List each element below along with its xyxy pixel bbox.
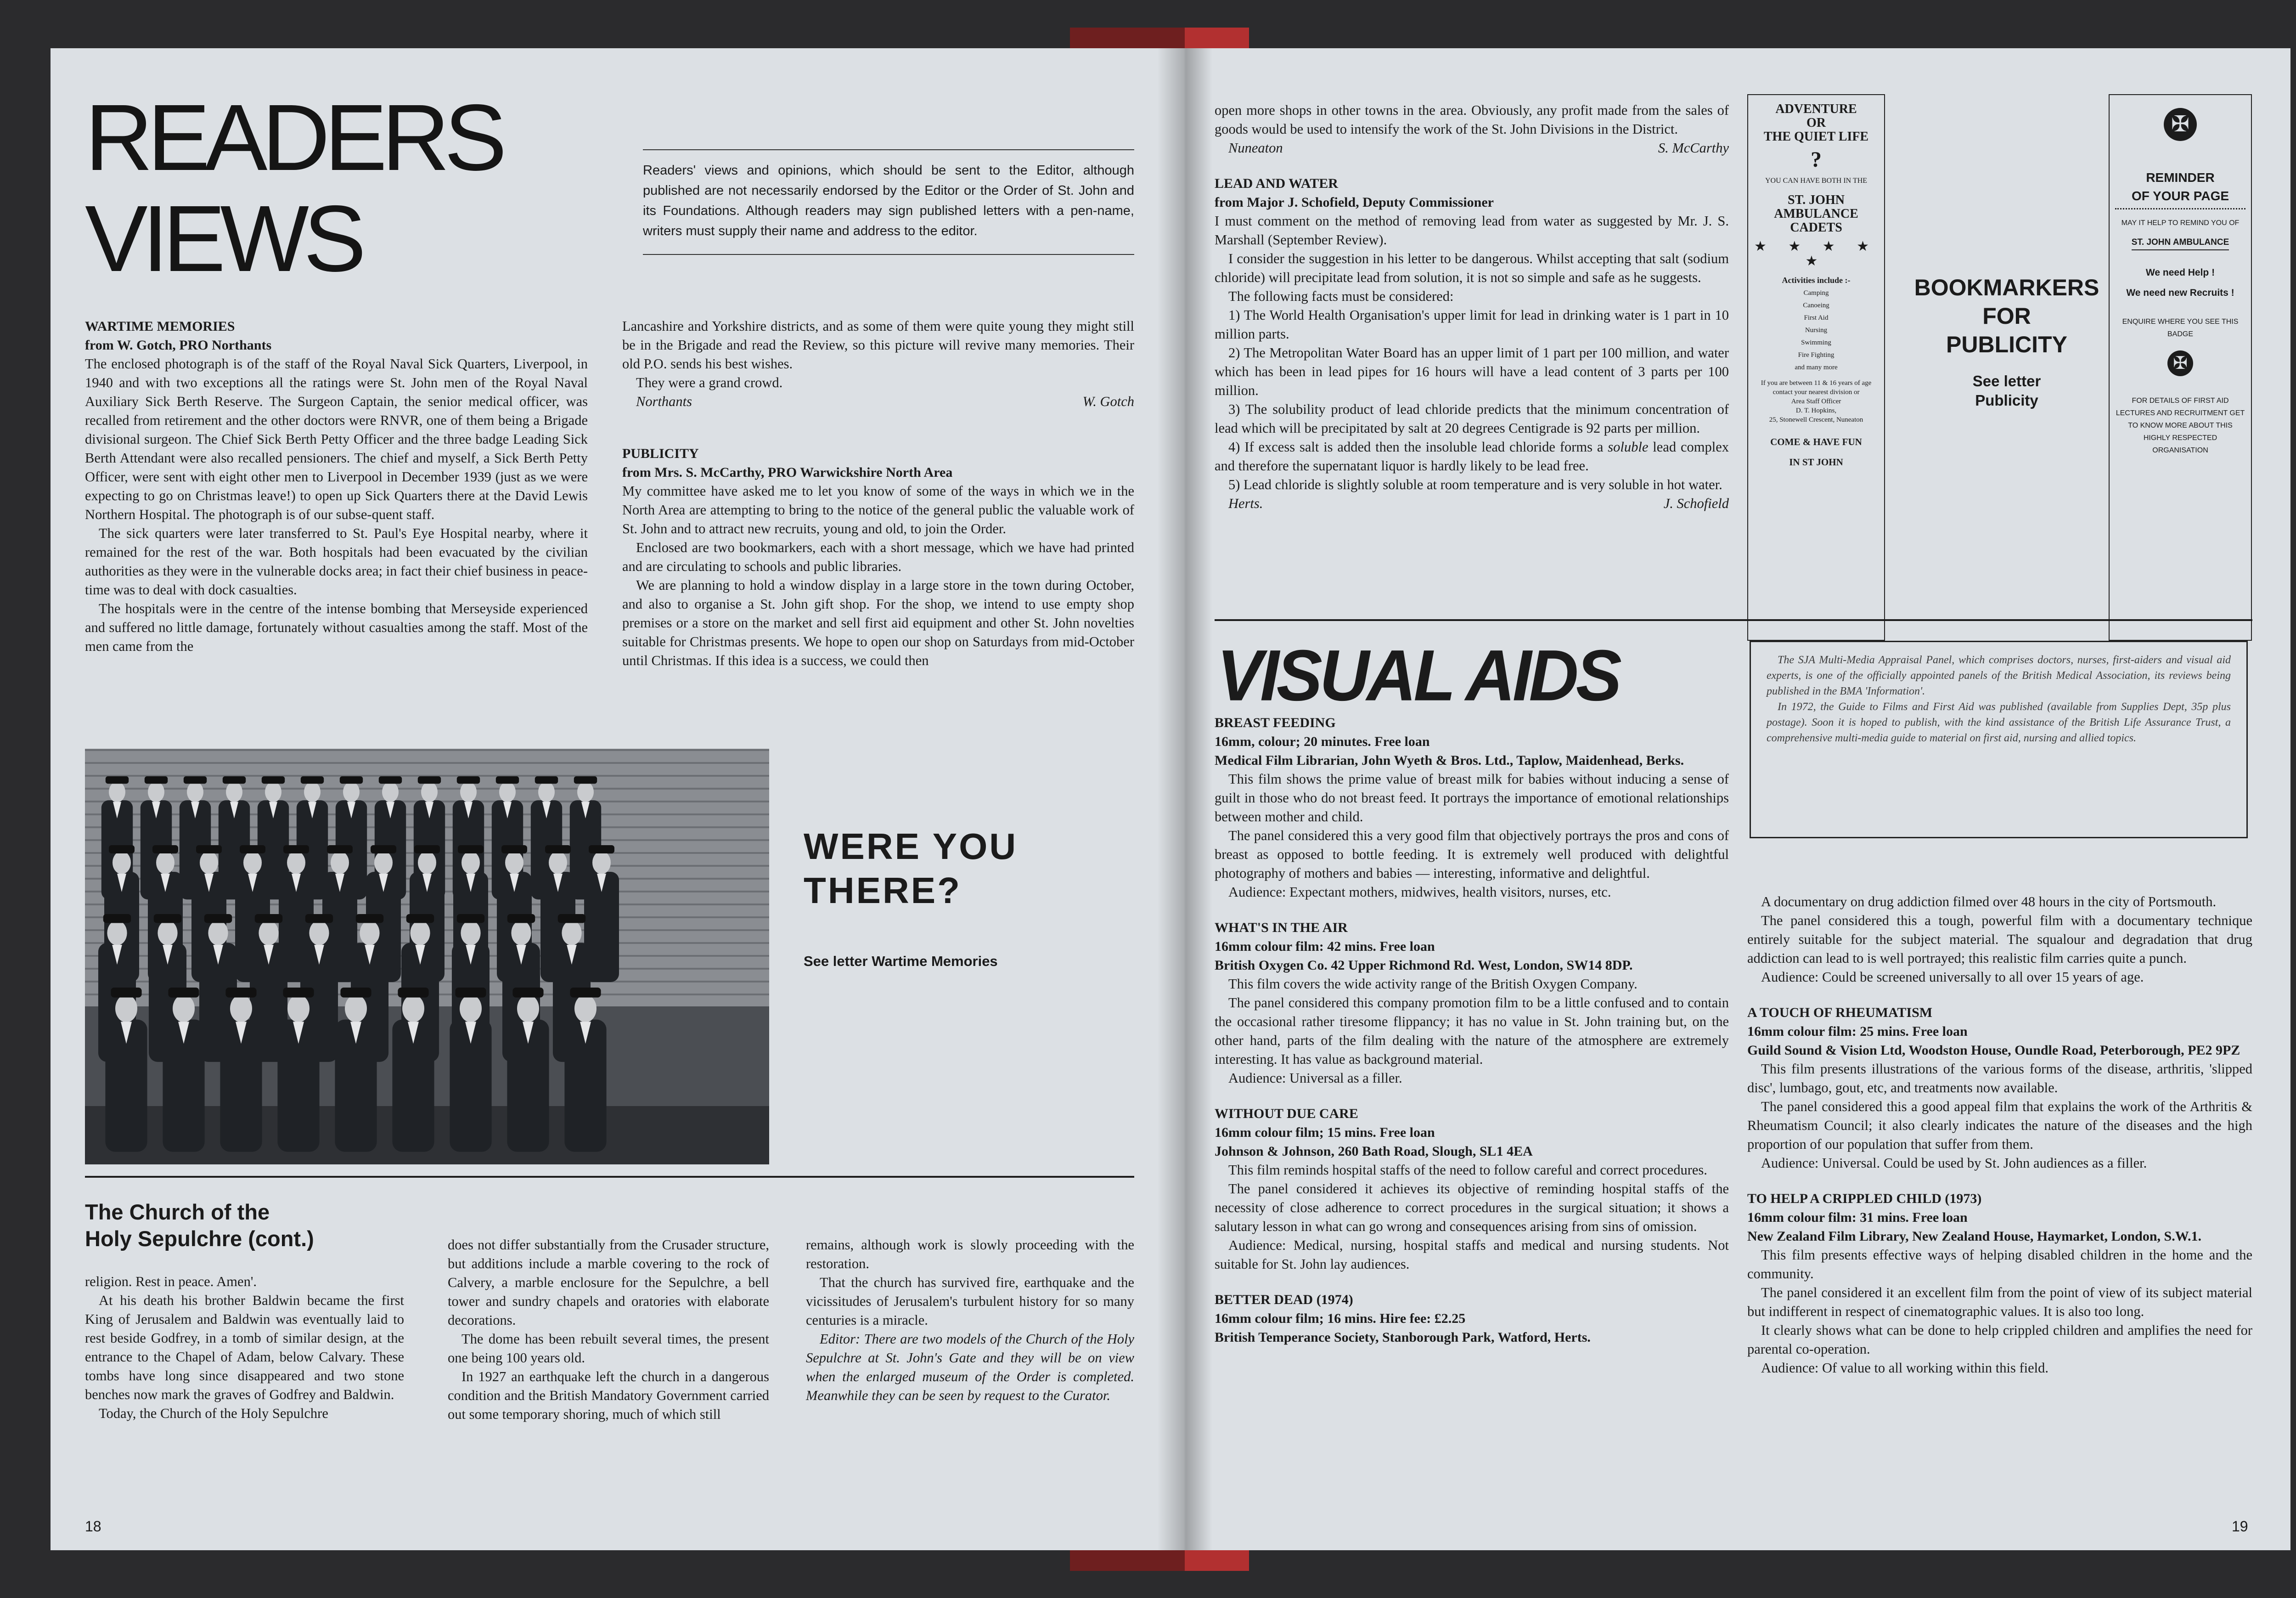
wartime-sign-place: Northants xyxy=(636,394,692,409)
church-para: Today, the Church of the Holy Sepulchre xyxy=(99,1406,328,1421)
appraisal-panel-note xyxy=(1750,641,2248,838)
visual-aids-col1 xyxy=(1215,713,1729,1347)
masthead-line-2: VIEWS xyxy=(85,186,361,291)
church-para: remains, although work is slowly proceeding with the restoration. xyxy=(806,1237,1134,1271)
film-para: This film shows the prime value of breast milk for babies without inducing a sense of guilt in those who do not breast feed. It portrays the importance of emotional relationships between mother and child. xyxy=(1215,771,1729,824)
visual-aids-col2 xyxy=(1747,892,2252,1378)
st-john-badge-icon: ✠ xyxy=(2164,108,2197,141)
panel-para: In 1972, the Guide to Films and First Aid was published (available from Supplies Dept, 35p plus postage). Soon it is hoped to publish, with the kind assistance of the British Life Assurance Trust, a comprehensive multi-media guide to material on first aid, nursing and allied topics. xyxy=(1767,701,2231,744)
wartime-from: from W. Gotch, PRO Northants xyxy=(85,338,272,353)
film-para: The panel considered it an excellent film from the point of view of its subject material but indifferent in respect of cinematographic values. It is also too long. xyxy=(1747,1285,2252,1319)
photo-caption-title: WERE YOU THERE? xyxy=(804,826,1018,911)
lead-para: I consider the suggestion in his letter to be dangerous. Whilst accepting that salt (sodium chloride) will precipitate lead from solution, it is not so simple and safe as he suggests. xyxy=(1215,251,1729,285)
film-distributor: Guild Sound & Vision Ltd, Woodston House, Oundle Road, Peterborough, PE2 9PZ xyxy=(1747,1043,2240,1058)
lead-para: I must comment on the method of removing lead from water as suggested by Mr. J. S. Marshall (September Review). xyxy=(1215,213,1729,248)
letters-col3 xyxy=(1215,101,1729,513)
film-para: Audience: Universal. Could be used by St. John audiences as a filler. xyxy=(1761,1155,2147,1171)
activity-item: Fire Fighting xyxy=(1798,351,1835,359)
church-title-line-2: Holy Sepulchre (cont.) xyxy=(85,1226,314,1251)
publicity-from: from Mrs. S. McCarthy, PRO Warwickshire North Area xyxy=(622,465,953,480)
wartime-letter-col1 xyxy=(85,317,588,656)
film-distributor: British Temperance Society, Stanborough Park, Watford, Herts. xyxy=(1215,1330,1591,1345)
film-heading: BETTER DEAD (1974) xyxy=(1215,1292,1353,1307)
film-para: The panel considered it achieves its objective of reminding hospital staffs of the necessity of close adherence to correct procedures in the surgical situation; it shows a salutary lesson in what can go wrong and consequences arising from sins of omission. xyxy=(1215,1181,1729,1234)
church-para: does not differ substantially from the Crusader structure, but additions include a marble covering to the rock of Calvery, a marble enclosure for the Sepulchre, a bell tower and sundry chapels and oratories with elaborate decorations. xyxy=(448,1237,769,1328)
editorial-note: Readers' views and opinions, which should be sent to the Editor, although published are not necessarily endorsed by the Editor or the Order of St. John and its Foundations. Although readers may sign published letters with a pen-name, writers must supply their name and address to the editor. xyxy=(643,149,1134,255)
film-para: Audience: Of value to all working within this field. xyxy=(1761,1360,2048,1376)
film-para: The panel considered this company promotion film to be a little confused and to contain the occasional rather tiresome flippancy; it has no value in St. John training but, on the other hand, parts of the film dealing with the nature of the atmosphere are extremely interesting. It has value as background material. xyxy=(1215,995,1729,1067)
left-page xyxy=(51,48,1185,1550)
church-para: In 1927 an earthquake left the church in a dangerous condition and the British Mandatory Government carried out some temporary shoring, much of which still xyxy=(448,1369,769,1422)
publicity-para: We are planning to hold a window display in a large store in the town during October, and also to organise a St. John gift shop. For the shop, we intend to use empty shop premises or a store on the market and sell first aid equipment and other St. John novelties suitable for Christmas presents. We hope to open our shop on Saturdays from mid-October until Christmas. If this idea is a success, we could then xyxy=(622,577,1134,668)
photo-caption-subtitle: See letter Wartime Memories xyxy=(804,953,998,969)
film-spec: 16mm colour film: 42 mins. Free loan xyxy=(1215,939,1435,954)
lead-emphasis: soluble xyxy=(1608,439,1649,455)
film-distributor: New Zealand Film Library, New Zealand House, Haymarket, London, S.W.1. xyxy=(1747,1229,2201,1244)
bm-line: 25, Stonewell Crescent, Nuneaton xyxy=(1769,416,1863,423)
reminder-title: REMINDER xyxy=(2146,170,2215,185)
lead-para: 1) The World Health Organisation's upper limit for lead in drinking water is 1 part in 10 million parts. xyxy=(1215,307,1729,342)
church-para: That the church has survived fire, earthquake and the vicissitudes of Jerusalem's turbulent history for so many centuries is a miracle. xyxy=(806,1275,1134,1328)
publicity-heading: PUBLICITY xyxy=(622,446,699,461)
film-para: Audience: Medical, nursing, hospital staffs and medical and nursing students. Not suitable for St. John lay audiences. xyxy=(1215,1237,1729,1272)
page-gutter-shadow xyxy=(1157,48,1212,1550)
bm-line: If you are between 11 & 16 years of age contact your nearest division or xyxy=(1761,379,1872,396)
film-para: It clearly shows what can be done to help crippled children and amplifies the need for parental co-operation. xyxy=(1747,1322,2252,1357)
film-heading: TO HELP A CRIPPLED CHILD (1973) xyxy=(1747,1191,1982,1206)
film-spec: 16mm colour film; 16 mins. Hire fee: £2.25 xyxy=(1215,1311,1466,1326)
film-para: This film presents effective ways of helping disabled children in the home and the community. xyxy=(1747,1247,2252,1282)
wartime-sign-name: W. Gotch xyxy=(1082,394,1134,409)
publicity-sign-place: Nuneaton xyxy=(1228,140,1283,156)
lead-text: 4) If excess salt is added then the insoluble lead chloride forms a xyxy=(1228,439,1608,455)
reminder-line: ST. JOHN AMBULANCE xyxy=(2132,236,2229,250)
masthead xyxy=(85,87,590,289)
publicity-para: My committee have asked me to let you know of some of the ways in which we in the North Area are attempting to bring to the notice of the general public the valuable work of St. John and to attract new recruits, young and old, to join the Order. xyxy=(622,483,1134,536)
film-heading: A TOUCH OF RHEUMATISM xyxy=(1747,1005,1933,1020)
wartime-para: Lancashire and Yorkshire districts, and as some of them were quite young they might still be in the Brigade and read the Review, so this picture will revive many memories. Their old P.O. sends his best wishes. xyxy=(622,318,1134,372)
right-page xyxy=(1185,48,2290,1550)
film-para: Audience: Universal as a filler. xyxy=(1228,1070,1402,1086)
film-distributor: Johnson & Johnson, 260 Bath Road, Slough, SL1 4EA xyxy=(1215,1144,1533,1159)
bookmarkers-title: BOOKMARKERS xyxy=(1914,275,2099,300)
activity-item: Canoeing xyxy=(1803,302,1829,309)
wartime-staff-photograph xyxy=(85,749,769,1164)
bm-line: ADVENTURE xyxy=(1775,102,1857,116)
lead-signature xyxy=(1215,494,1729,513)
lead-para: 2) The Metropolitan Water Board has an upper limit of 1 part per 100 million, and water which has been in lead pipes for 16 hours will have a lead content of 3 parts per 100 million. xyxy=(1215,345,1729,398)
reminder-line: We need new Recruits ! xyxy=(2126,288,2234,298)
church-col1 xyxy=(85,1272,404,1423)
film-heading: WHAT'S IN THE AIR xyxy=(1215,920,1348,935)
bookmarkers-title: PUBLICITY xyxy=(1946,332,2067,357)
publicity-para: Enclosed are two bookmarkers, each with a short message, which we have had printed and are circulating to schools and public libraries. xyxy=(622,540,1134,574)
visual-aids-title: VISUAL AIDS xyxy=(1217,634,1619,716)
bookmarkers-caption xyxy=(1901,273,2112,410)
reminder-line: We need Help ! xyxy=(2145,267,2215,278)
wartime-para: They were a grand crowd. xyxy=(636,375,783,390)
bm-line: OR xyxy=(1806,116,1826,130)
activity-item: Camping xyxy=(1803,289,1829,297)
wartime-signature xyxy=(622,392,1134,411)
church-title-line-1: The Church of the xyxy=(85,1200,270,1224)
activity-item: Swimming xyxy=(1801,339,1831,346)
activity-item: Nursing xyxy=(1805,327,1828,334)
church-para: The dome has been rebuilt several times, the present one being 100 years old. xyxy=(448,1331,769,1366)
wartime-heading: WARTIME MEMORIES xyxy=(85,319,235,334)
publicity-sign-name: S. McCarthy xyxy=(1658,140,1729,156)
film-spec: 16mm colour film: 25 mins. Free loan xyxy=(1747,1024,1968,1039)
film-para: The panel considered this a good appeal film that explains the work of the Arthritis & Rheumatism Council; it also clearly indicates the nature of the diseases and the high proportion of our population that suffer from them. xyxy=(1747,1099,2252,1152)
church-article-title xyxy=(85,1199,406,1252)
reminder-bookmark xyxy=(2109,94,2252,641)
church-para: religion. Rest in peace. Amen'. xyxy=(85,1274,257,1289)
lead-sign-place: Herts. xyxy=(1228,496,1263,511)
film-heading: BREAST FEEDING xyxy=(1215,715,1336,730)
bm-line: YOU CAN HAVE BOTH IN THE xyxy=(1765,177,1868,185)
film-para: This film reminds hospital staffs of the need to follow careful and correct procedures. xyxy=(1228,1162,1707,1178)
film-para: A documentary on drug addiction filmed over 48 hours in the city of Portsmouth. xyxy=(1761,894,2217,909)
activity-item: and many more xyxy=(1795,364,1838,371)
bm-line: Activities include :- xyxy=(1782,276,1851,285)
film-para: The panel considered this a very good film that objectively portrays the pros and cons of breast as opposed to bottle feeding. It is extremely well produced with delightful photography of mothers and babies — interesting, informative and delightful. xyxy=(1215,828,1729,881)
bm-line: IN ST JOHN xyxy=(1789,457,1843,468)
bm-line: ST. JOHN AMBULANCE CADETS xyxy=(1774,193,1858,235)
wartime-para: The hospitals were in the centre of the intense bombing that Merseyside experienced and suffered no little damage, fortunately without casualties among the staff. Most of the men came from the xyxy=(85,601,588,654)
reminder-line: MAY IT HELP TO REMIND YOU OF xyxy=(2121,219,2240,227)
activity-list xyxy=(1753,287,1880,374)
church-para: At his death his brother Baldwin became the first King of Jerusalem and Baldwin was eventually laid to rest beside Godfrey, in a tomb of similar design, at the entrance to the Chapel of Adam, below Calvary. These tombs have long since disappeared and two stone benches now mark the graves of Godfrey and Baldwin. xyxy=(85,1293,404,1402)
bm-line: COME & HAVE FUN xyxy=(1770,436,1862,447)
page-number-right: 19 xyxy=(2232,1518,2248,1535)
activity-item: First Aid xyxy=(1804,314,1829,322)
bookmarkers-sub: See letter xyxy=(1972,373,2041,390)
church-col3 xyxy=(806,1236,1134,1405)
bookmarkers-title: FOR xyxy=(1982,303,2031,329)
bookmarkers-sub: Publicity xyxy=(1975,392,2038,409)
wartime-para: The enclosed photograph is of the staff of the Royal Naval Sick Quarters, Liverpool, in 1940 and with two exceptions all the ratings were St. John men of the Royal Naval Auxiliary Sick Berth Reserve. The Surgeon Captain, the senior medical officer, was recalled from retirement and the other doctors were RNVR, one of them being a Brigade divisional surgeon. The Chief Sick Berth Petty Officer and the three badge Leading Sick Berth Attendant were also recalled pensioners. The chief and myself, a Sick Berth Petty Officer, were sent with eight other men to Liverpool in December 1939 (just as we were expecting to go on Christmas leave!) to open up Sick Quarters there at the David Lewis Northern Hospital. The photograph is of our subse-quent staff. xyxy=(85,356,588,522)
bm-line: D. T. Hopkins, xyxy=(1795,407,1837,414)
lead-para: The following facts must be considered: xyxy=(1228,288,1454,304)
film-para: Audience: Expectant mothers, midwives, health visitors, nurses, etc. xyxy=(1228,884,1611,900)
bm-line: THE QUIET LIFE xyxy=(1763,130,1869,144)
film-para: The panel considered this a tough, powerful film with a documentary technique entirely suitable for the subject material. The squalour and degradation that drug addiction can lead to is well portrayed; this realistic film carries quite a punch. xyxy=(1747,913,2252,966)
letters-col2 xyxy=(622,317,1134,670)
star-row-icon: ★ ★ ★ ★ ★ xyxy=(1754,239,1879,269)
page-number-left: 18 xyxy=(85,1518,101,1535)
publicity-signature xyxy=(1215,139,1729,158)
lead-para: 3) The solubility product of lead chloride predicts that the minimum concentration of lead which will be precipitated by salt at 20 degrees Centigrade is 92 parts per million. xyxy=(1215,401,1729,436)
film-distributor: Medical Film Librarian, John Wyeth & Bros. Ltd., Taplow, Maidenhead, Berks. xyxy=(1215,753,1684,768)
section-divider xyxy=(85,1176,1134,1178)
film-spec: 16mm colour film: 31 mins. Free loan xyxy=(1747,1210,1968,1225)
adventure-bookmark xyxy=(1747,94,1885,641)
panel-para: The SJA Multi-Media Appraisal Panel, which comprises doctors, nurses, first-aiders and visual aid experts, is one of the officially appointed panels of the British Medical Association, its reviews being published in the BMA 'Information'. xyxy=(1767,654,2231,697)
reminder-line: ENQUIRE WHERE YOU SEE THIS BADGE xyxy=(2122,318,2239,338)
editor-note: Editor: There are two models of the Church of the Holy Sepulchre at St. John's Gate and they will be on view when the enlarged museum of the Order is completed. Meanwhile they can be seen by request to the Curator. xyxy=(806,1331,1134,1403)
section-divider xyxy=(1215,619,2252,621)
group-of-sailors-image xyxy=(85,749,769,1164)
bm-line: Area Staff Officer xyxy=(1791,398,1841,405)
lead-from: from Major J. Schofield, Deputy Commissioner xyxy=(1215,195,1494,210)
masthead-line-1: READERS xyxy=(85,85,502,190)
lead-sign-name: J. Schofield xyxy=(1663,496,1729,511)
film-spec: 16mm colour film; 15 mins. Free loan xyxy=(1215,1125,1435,1140)
film-spec: 16mm, colour; 20 minutes. Free loan xyxy=(1215,734,1430,749)
reminder-title: OF YOUR PAGE xyxy=(2131,189,2229,203)
film-para: This film covers the wide activity range of the British Oxygen Company. xyxy=(1228,976,1638,992)
wartime-para: The sick quarters were later transferred to St. Paul's Eye Hospital nearby, where it remained for the rest of the war. Both hospitals had been evacuated by the civilian authorities as they were in the vulnerable docks area; in fact their chief business in peace-time was to deal with dock casualties. xyxy=(85,525,588,598)
church-col2 xyxy=(448,1236,769,1424)
lead-text: lead complex and therefore the supernatant liquor is hardly likely to be lead free. xyxy=(1215,439,1729,474)
film-para: This film presents illustrations of the various forms of the disease, arthritis, 'slipped disc', lumbago, gout, etc, and treatments now available. xyxy=(1747,1061,2252,1095)
publicity-para: open more shops in other towns in the area. Obviously, any profit made from the sales of goods would be used to intensify the work of the St. John Divisions in the District. xyxy=(1215,102,1729,137)
bm-question-mark: ? xyxy=(1811,147,1822,172)
film-heading: WITHOUT DUE CARE xyxy=(1215,1106,1358,1121)
lead-heading: LEAD AND WATER xyxy=(1215,176,1338,191)
reminder-line: FOR DETAILS OF FIRST AID LECTURES AND RECRUITMENT GET TO KNOW MORE ABOUT THIS HIGHLY RESPECTED ORGANISATION xyxy=(2116,397,2245,454)
lead-para: 5) Lead chloride is slightly soluble at room temperature and is very soluble in hot water. xyxy=(1228,477,1722,492)
film-para: Audience: Could be screened universally to all over 15 years of age. xyxy=(1761,969,2144,985)
lead-para xyxy=(1215,438,1729,475)
small-badge-icon: ✠ xyxy=(2167,350,2193,376)
film-distributor: British Oxygen Co. 42 Upper Richmond Rd. West, London, SW14 8DP. xyxy=(1215,958,1633,973)
